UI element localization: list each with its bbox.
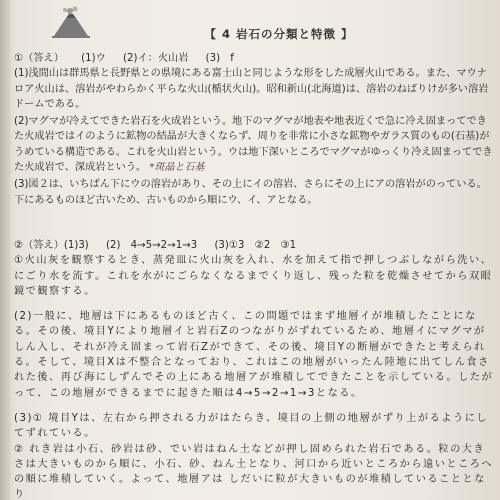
answer-part: (3)①3 ②2 ③1 bbox=[214, 240, 297, 251]
page-edge bbox=[0, 0, 10, 500]
section-1-paragraph-1: (1)浅間山は群馬県と長野県との県境にある富士山と同じような形をした成層火山である。また、マウナロア火山は、溶岩がやわらかく平らな火山(楯状火山)。昭和新山(北海道)は、溶岩のねばりけが多い溶岩ドームである。 bbox=[14, 68, 489, 110]
section-2-paragraph-4: ② れき岩は小石、砂岩は砂、でい岩はねん土などが押し固められた岩石である。粒の大きさは大きいものから順に、小石、砂、ねん土となり、河口から近いところから遠いところへの順に堆積していく。よって、地層アは しだいに粒が大きいものが堆積していることとなり bbox=[14, 443, 494, 500]
document-body bbox=[14, 6, 494, 500]
section-2-paragraph-1: ①火山灰を観察するとき、蒸発皿に火山灰を入れ、水を加えて指で押しつぶしながら洗い、にごり水を流す。これを水がにごらなくなるまでくり返し、残った粒を乾燥させてから双眼鏡で観察する。 bbox=[14, 255, 493, 297]
volcano-logo-icon bbox=[50, 6, 92, 40]
answer-part: (2) 4→5→2→1→3 bbox=[106, 240, 198, 251]
section-1 bbox=[14, 51, 494, 208]
section-2-paragraph-3: (3)① 境目Yは、左右から押される力がはたらき、境目の上側の地層がずり上がるようにしてずれている。 bbox=[14, 412, 489, 440]
section-2-paragraph-2: (2)一般に、地層は下にあるものほど古く、この問題ではまず地層イが堆積したことになる。その後、境目Yにより地層イと岩石Zのつながりがずれているため、地層イにマグマがしん入し、それが冷え固まって岩石Zができて、その後、境目Yの断層ができたと考えられる。そして、境目Xは不整合となっており、これはこの地層がいったん陸地に出てしん食された後、再び海にしずんでその上にある地層アが堆積してできたことを示している。したがって、この地層ができるまでに起きた順は4→5→2→1→3となる。 bbox=[14, 311, 494, 399]
section-1-paragraph-2 bbox=[14, 114, 494, 175]
answer-part: (1)ウ bbox=[81, 53, 106, 64]
section-1-paragraph-3: (3)図２は、いちばん下にウの溶岩があり、その上にイの溶岩、さらにその上にアの溶岩がのっている。下にあるものほど古いため、古いものから順にウ、イ、アとなる。 bbox=[14, 179, 487, 206]
answer-part: (3) f bbox=[205, 53, 234, 64]
handwritten-note: *斑晶と石基 bbox=[149, 162, 205, 174]
answer-label: ②（答え）(1)3) bbox=[14, 240, 89, 251]
paragraph-text: (2)マグマが冷えてできた岩石を火成岩という。地下のマグマが地表や地表近くで急に冷え固まってできた火成岩ではイのように鉱物の結晶が大きくならず、周りを非常に小さな鉱物やガラス質のもの(石基)がうめている構造である。これを火山岩という。ウは地下深いところでマグマがゆっくり冷え固まってできた火成岩で、深成岩という。 bbox=[14, 116, 493, 174]
answer-label: ①（答え） bbox=[14, 53, 64, 64]
answer-part: (2)イ：火山岩 bbox=[123, 53, 189, 64]
section-1-answer bbox=[14, 51, 494, 66]
page-title: 【 4 岩石の分類と特徴 】 bbox=[204, 27, 354, 41]
section-2 bbox=[14, 238, 494, 500]
section-2-answer bbox=[14, 238, 494, 253]
